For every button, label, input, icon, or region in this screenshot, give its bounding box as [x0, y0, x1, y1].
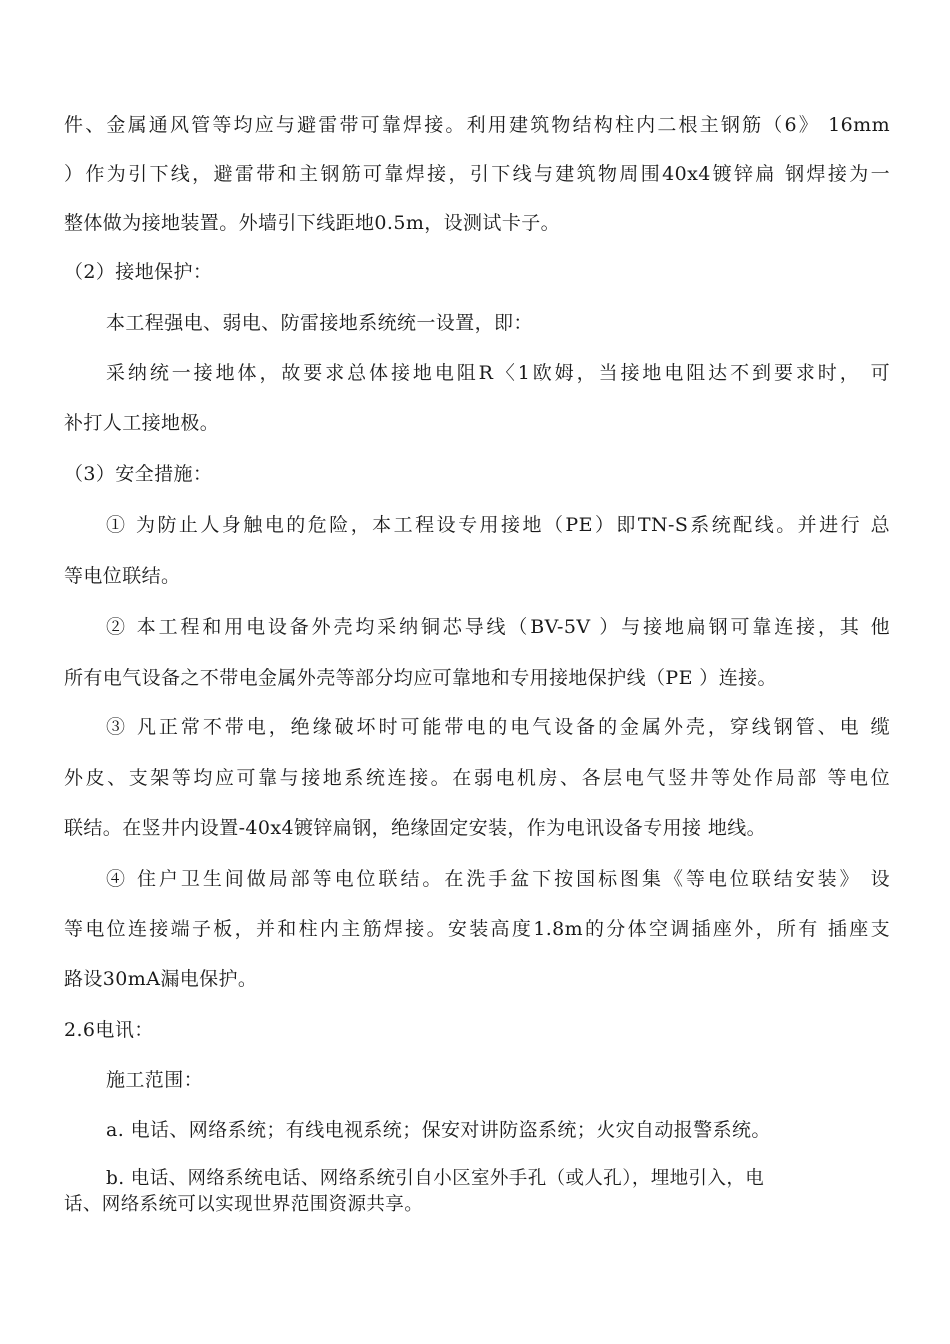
section-heading: （3）安全措施：: [64, 463, 213, 485]
section-heading: （2）接地保护：: [64, 261, 213, 283]
text-line: 施工范围：: [106, 1069, 204, 1091]
text-line: 补打人工接地极。: [64, 412, 220, 434]
text-line: b. 电话、网络系统电话、网络系统引自小区室外手孔（或人孔），埋地引入，电: [106, 1168, 765, 1189]
text-line: ③ 凡正常不带电，绝缘破坏时可能带电的电气设备的金属外壳，穿线钢管、电 缆: [106, 716, 890, 738]
text-line: 所有电气设备之不带电金属外壳等部分均应可靠地和专用接地保护线（PE ）连接。: [64, 667, 777, 689]
text-line: 本工程强电、弱电、防雷接地系统统一设置，即：: [106, 312, 533, 334]
text-line: ）作为引下线，避雷带和主钢筋可靠焊接，引下线与建筑物周围40x4镀锌扁 钢焊接为一: [64, 163, 890, 185]
text-line: 等电位联结。: [64, 565, 181, 587]
text-line: 等电位连接端子板，并和柱内主筋焊接。安装高度1.8m的分体空调插座外，所有 插座支: [64, 918, 890, 940]
text-line: a. 电话、网络系统；有线电视系统；保安对讲防盗系统；火灾自动报警系统。: [106, 1119, 771, 1141]
text-line: 件、金属通风管等均应与避雷带可靠焊接。利用建筑物结构柱内二根主钢筋（6》 16mm: [64, 114, 890, 136]
text-line: 路设30mA漏电保护。: [64, 968, 258, 990]
text-line: ② 本工程和用电设备外壳均采纳铜芯导线（BV-5V ）与接地扁钢可靠连接，其 他: [106, 616, 890, 638]
text-line: ④ 住户卫生间做局部等电位联结。在洗手盆下按国标图集《等电位联结安装》 设: [106, 868, 890, 890]
section-heading: 2.6电讯：: [64, 1019, 154, 1041]
text-line: 联结。在竖井内设置-40x4镀锌扁钢，绝缘固定安装，作为电讯设备专用接 地线。: [64, 817, 767, 839]
text-line: 话、网络系统可以实现世界范围资源共享。: [64, 1194, 424, 1215]
text-line: 外皮、支架等均应可靠与接地系统连接。在弱电机房、各层电气竖井等处作局部 等电位: [64, 767, 890, 789]
text-line: 整体做为接地装置。外墙引下线距地0.5m，设测试卡子。: [64, 212, 561, 234]
text-line: 采纳统一接地体，故要求总体接地电阻R〈1欧姆，当接地电阻达不到要求时， 可: [106, 362, 890, 384]
text-line: ① 为防止人身触电的危险，本工程设专用接地（PE）即TN-S系统配线。并进行 总: [106, 514, 890, 536]
